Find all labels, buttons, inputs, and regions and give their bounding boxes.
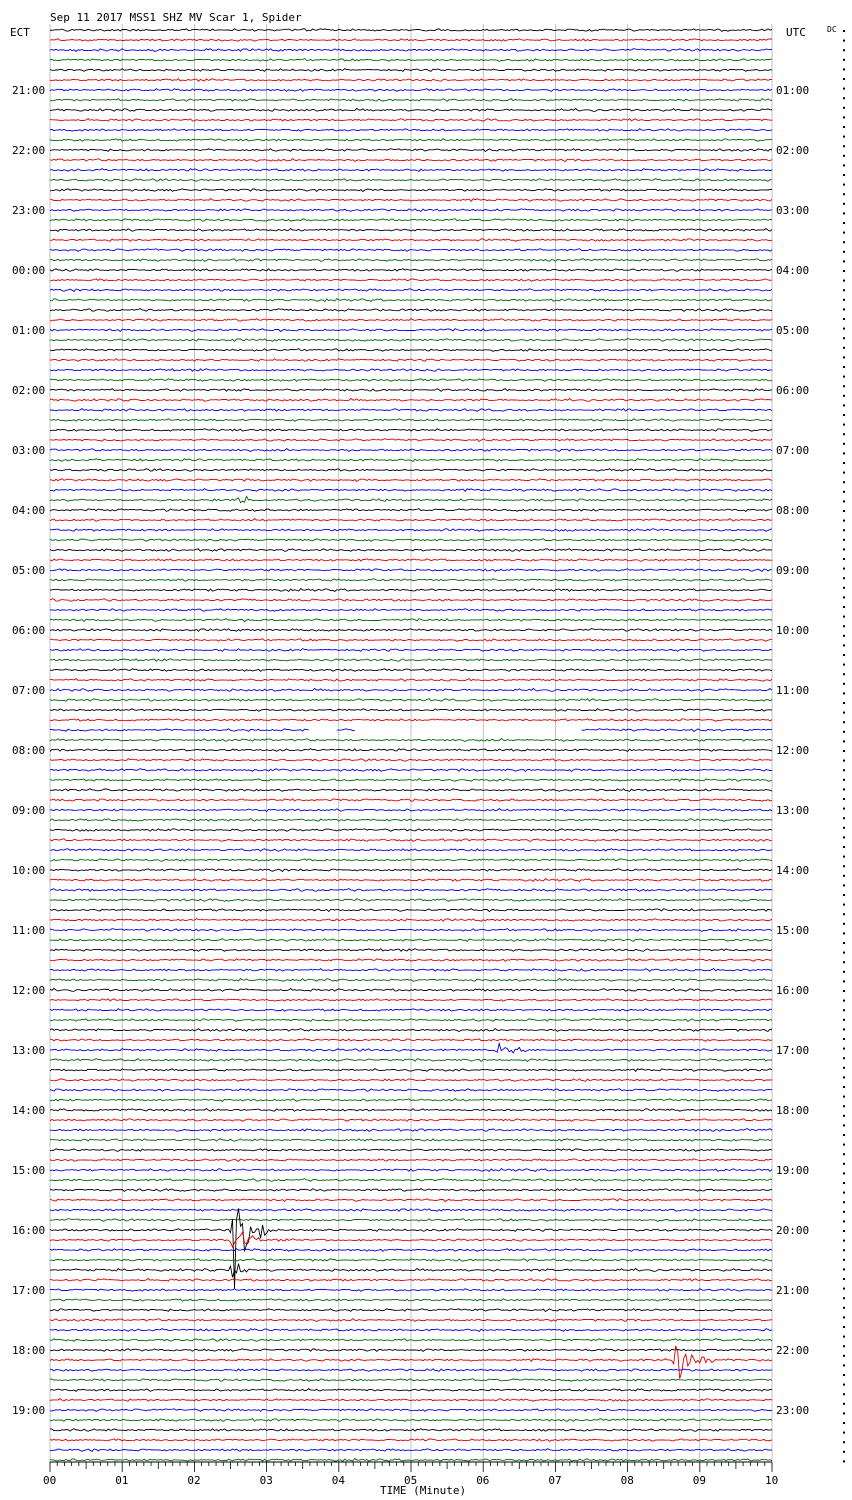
dc-dot [843,875,845,877]
dc-dot [843,942,845,944]
dc-dot [843,1432,845,1434]
dc-dot [843,232,845,234]
x-tick-label: 07 [548,1474,562,1487]
dc-dot [843,126,845,128]
dc-dot [843,193,845,195]
dc-dot [843,520,845,522]
dc-dot [843,587,845,589]
dc-dot [843,1384,845,1386]
dc-dot [843,1153,845,1155]
left-hour-label: 02:00 [12,384,46,397]
x-tick-label: 01 [115,1474,129,1487]
dc-label: DC [827,25,837,34]
dc-dot [843,481,845,483]
dc-dot [843,366,845,368]
dc-dot [843,88,845,90]
dc-dot [843,337,845,339]
dc-dot [843,395,845,397]
right-hour-label: 04:00 [776,264,810,277]
dc-dot [843,980,845,982]
left-hour-label: 23:00 [12,204,46,217]
dc-dot [843,1326,845,1328]
left-hour-label: 00:00 [12,264,46,277]
right-hour-label: 22:00 [776,1344,810,1357]
dc-dot [843,1057,845,1059]
dc-dot [843,145,845,147]
right-hour-label: 12:00 [776,744,810,757]
dc-dot [843,212,845,214]
dc-dot [843,376,845,378]
dc-dot [843,1105,845,1107]
dc-dot [843,30,845,32]
dc-dot [843,702,845,704]
dc-dot [843,721,845,723]
left-hour-label: 22:00 [12,144,46,157]
dc-dot [843,683,845,685]
dc-dot [843,1230,845,1232]
dc-dot [843,1345,845,1347]
dc-dot [843,404,845,406]
left-hour-label: 18:00 [12,1344,46,1357]
dc-dot [843,1288,845,1290]
dc-dot [843,827,845,829]
dc-dot [843,184,845,186]
left-hour-label: 14:00 [12,1104,46,1117]
dc-markers [843,30,845,1462]
dc-dot [843,1412,845,1414]
dc-dot [843,836,845,838]
left-hour-label: 12:00 [12,984,46,997]
dc-dot [843,97,845,99]
dc-dot [843,904,845,906]
dc-dot [843,510,845,512]
dc-dot [843,59,845,61]
right-hour-label: 15:00 [776,924,810,937]
dc-dot [843,1172,845,1174]
dc-dot [843,1297,845,1299]
right-hour-label: 08:00 [776,504,810,517]
right-hour-label: 06:00 [776,384,810,397]
dc-dot [843,1086,845,1088]
dc-dot [843,1000,845,1002]
chart-title: Sep 11 2017 MSS1 SHZ MV Scar 1, Spider [50,11,302,24]
dc-dot [843,1460,845,1462]
right-hour-label: 10:00 [776,624,810,637]
left-timezone-label: ECT [10,26,30,39]
right-hour-label: 02:00 [776,144,810,157]
dc-dot [843,308,845,310]
dc-dot [843,1403,845,1405]
dc-dot [843,750,845,752]
dc-dot [843,116,845,118]
left-hour-label: 04:00 [12,504,46,517]
dc-dot [843,1336,845,1338]
dc-dot [843,596,845,598]
dc-dot [843,443,845,445]
dc-dot [843,788,845,790]
dc-dot [843,452,845,454]
dc-dot [843,1211,845,1213]
dc-dot [843,1048,845,1050]
dc-dot [843,241,845,243]
dc-dot [843,164,845,166]
x-tick-label: 06 [476,1474,490,1487]
dc-dot [843,808,845,810]
dc-dot [843,577,845,579]
dc-dot [843,280,845,282]
dc-dot [843,625,845,627]
left-hour-label: 03:00 [12,444,46,457]
dc-dot [843,1067,845,1069]
x-tick-label: 02 [187,1474,201,1487]
dc-dot [843,251,845,253]
dc-dot [843,539,845,541]
dc-dot [843,635,845,637]
dc-dot [843,616,845,618]
dc-dot [843,385,845,387]
dc-dot [843,1192,845,1194]
dc-dot [843,606,845,608]
x-tick-label: 05 [404,1474,418,1487]
right-hour-label: 20:00 [776,1224,810,1237]
left-hour-label: 01:00 [12,324,46,337]
dc-dot [843,1144,845,1146]
dc-dot [843,884,845,886]
right-hour-label: 18:00 [776,1104,810,1117]
left-hour-label: 08:00 [12,744,46,757]
left-hour-label: 10:00 [12,864,46,877]
dc-dot [843,414,845,416]
x-tick-label: 04 [331,1474,346,1487]
dc-dot [843,318,845,320]
dc-dot [843,961,845,963]
dc-dot [843,347,845,349]
dc-dot [843,712,845,714]
right-hour-label: 11:00 [776,684,810,697]
dc-dot [843,1182,845,1184]
right-hour-label: 05:00 [776,324,810,337]
dc-dot [843,500,845,502]
dc-dot [843,779,845,781]
dc-dot [843,1278,845,1280]
left-hour-label: 13:00 [12,1044,46,1057]
dc-dot [843,1451,845,1453]
dc-dot [843,472,845,474]
dc-dot [843,260,845,262]
dc-dot [843,174,845,176]
dc-dot [843,1220,845,1222]
dc-dot [843,654,845,656]
right-hour-labels [776,84,809,1417]
dc-dot [843,923,845,925]
dc-dot [843,1163,845,1165]
left-hour-label: 17:00 [12,1284,46,1297]
dc-dot [843,299,845,301]
left-hour-label: 06:00 [12,624,46,637]
dc-dot [843,40,845,42]
dc-dot [843,740,845,742]
dc-dot [843,664,845,666]
dc-dot [843,692,845,694]
dc-dot [843,952,845,954]
dc-dot [843,1124,845,1126]
x-tick-label: 10 [765,1474,779,1487]
dc-dot [843,817,845,819]
dc-dot [843,136,845,138]
dc-dot [843,491,845,493]
dc-dot [843,1268,845,1270]
dc-dot [843,68,845,70]
dc-dot [843,424,845,426]
right-hour-label: 07:00 [776,444,810,457]
right-hour-label: 13:00 [776,804,810,817]
left-hour-label: 19:00 [12,1404,46,1417]
dc-dot [843,328,845,330]
right-hour-label: 14:00 [776,864,810,877]
dc-dot [843,894,845,896]
dc-dot [843,203,845,205]
dc-dot [843,222,845,224]
dc-dot [843,1422,845,1424]
x-tick-label: 08 [620,1474,634,1487]
dc-dot [843,1201,845,1203]
dc-dot [843,270,845,272]
dc-dot [843,356,845,358]
left-hour-labels [12,84,45,1417]
left-hour-label: 15:00 [12,1164,46,1177]
dc-dot [843,1115,845,1117]
dc-dot [843,644,845,646]
dc-dot [843,155,845,157]
dc-dot [843,1307,845,1309]
dc-dot [843,760,845,762]
left-hour-label: 09:00 [12,804,46,817]
dc-dot [843,433,845,435]
dc-dot [843,798,845,800]
right-timezone-label: UTC [786,26,806,39]
left-hour-label: 16:00 [12,1224,46,1237]
dc-dot [843,932,845,934]
dc-dot [843,1240,845,1242]
dc-dot [843,529,845,531]
dc-dot [843,78,845,80]
right-hour-label: 21:00 [776,1284,810,1297]
dc-dot [843,1134,845,1136]
dc-dot [843,1355,845,1357]
dc-dot [843,1076,845,1078]
dc-dot [843,1019,845,1021]
dc-dot [843,558,845,560]
x-tick-label: 03 [259,1474,273,1487]
dc-dot [843,1259,845,1261]
x-tick-label: 09 [692,1474,707,1487]
dc-dot [843,1249,845,1251]
dc-dot [843,107,845,109]
dc-dot [843,568,845,570]
dc-dot [843,462,845,464]
right-hour-label: 09:00 [776,564,810,577]
dc-dot [843,1009,845,1011]
right-hour-label: 01:00 [776,84,810,97]
left-hour-label: 21:00 [12,84,46,97]
dc-dot [843,731,845,733]
dc-dot [843,1038,845,1040]
dc-dot [843,846,845,848]
x-tick-label: 00 [43,1474,57,1487]
right-hour-label: 23:00 [776,1404,810,1417]
right-hour-label: 03:00 [776,204,810,217]
dc-dot [843,548,845,550]
x-axis-label: TIME (Minute) [380,1484,467,1497]
dc-dot [843,865,845,867]
dc-dot [843,673,845,675]
dc-dot [843,1364,845,1366]
dc-dot [843,1028,845,1030]
dc-dot [843,1096,845,1098]
left-hour-label: 11:00 [12,924,46,937]
dc-dot [843,49,845,51]
dc-dot [843,1393,845,1395]
dc-dot [843,971,845,973]
dc-dot [843,769,845,771]
dc-dot [843,1374,845,1376]
dc-dot [843,913,845,915]
left-hour-label: 05:00 [12,564,46,577]
dc-dot [843,1316,845,1318]
right-hour-label: 17:00 [776,1044,810,1057]
dc-dot [843,289,845,291]
dc-dot [843,1441,845,1443]
left-hour-label: 07:00 [12,684,46,697]
dc-dot [843,990,845,992]
right-hour-label: 16:00 [776,984,810,997]
right-hour-label: 19:00 [776,1164,810,1177]
dc-dot [843,856,845,858]
